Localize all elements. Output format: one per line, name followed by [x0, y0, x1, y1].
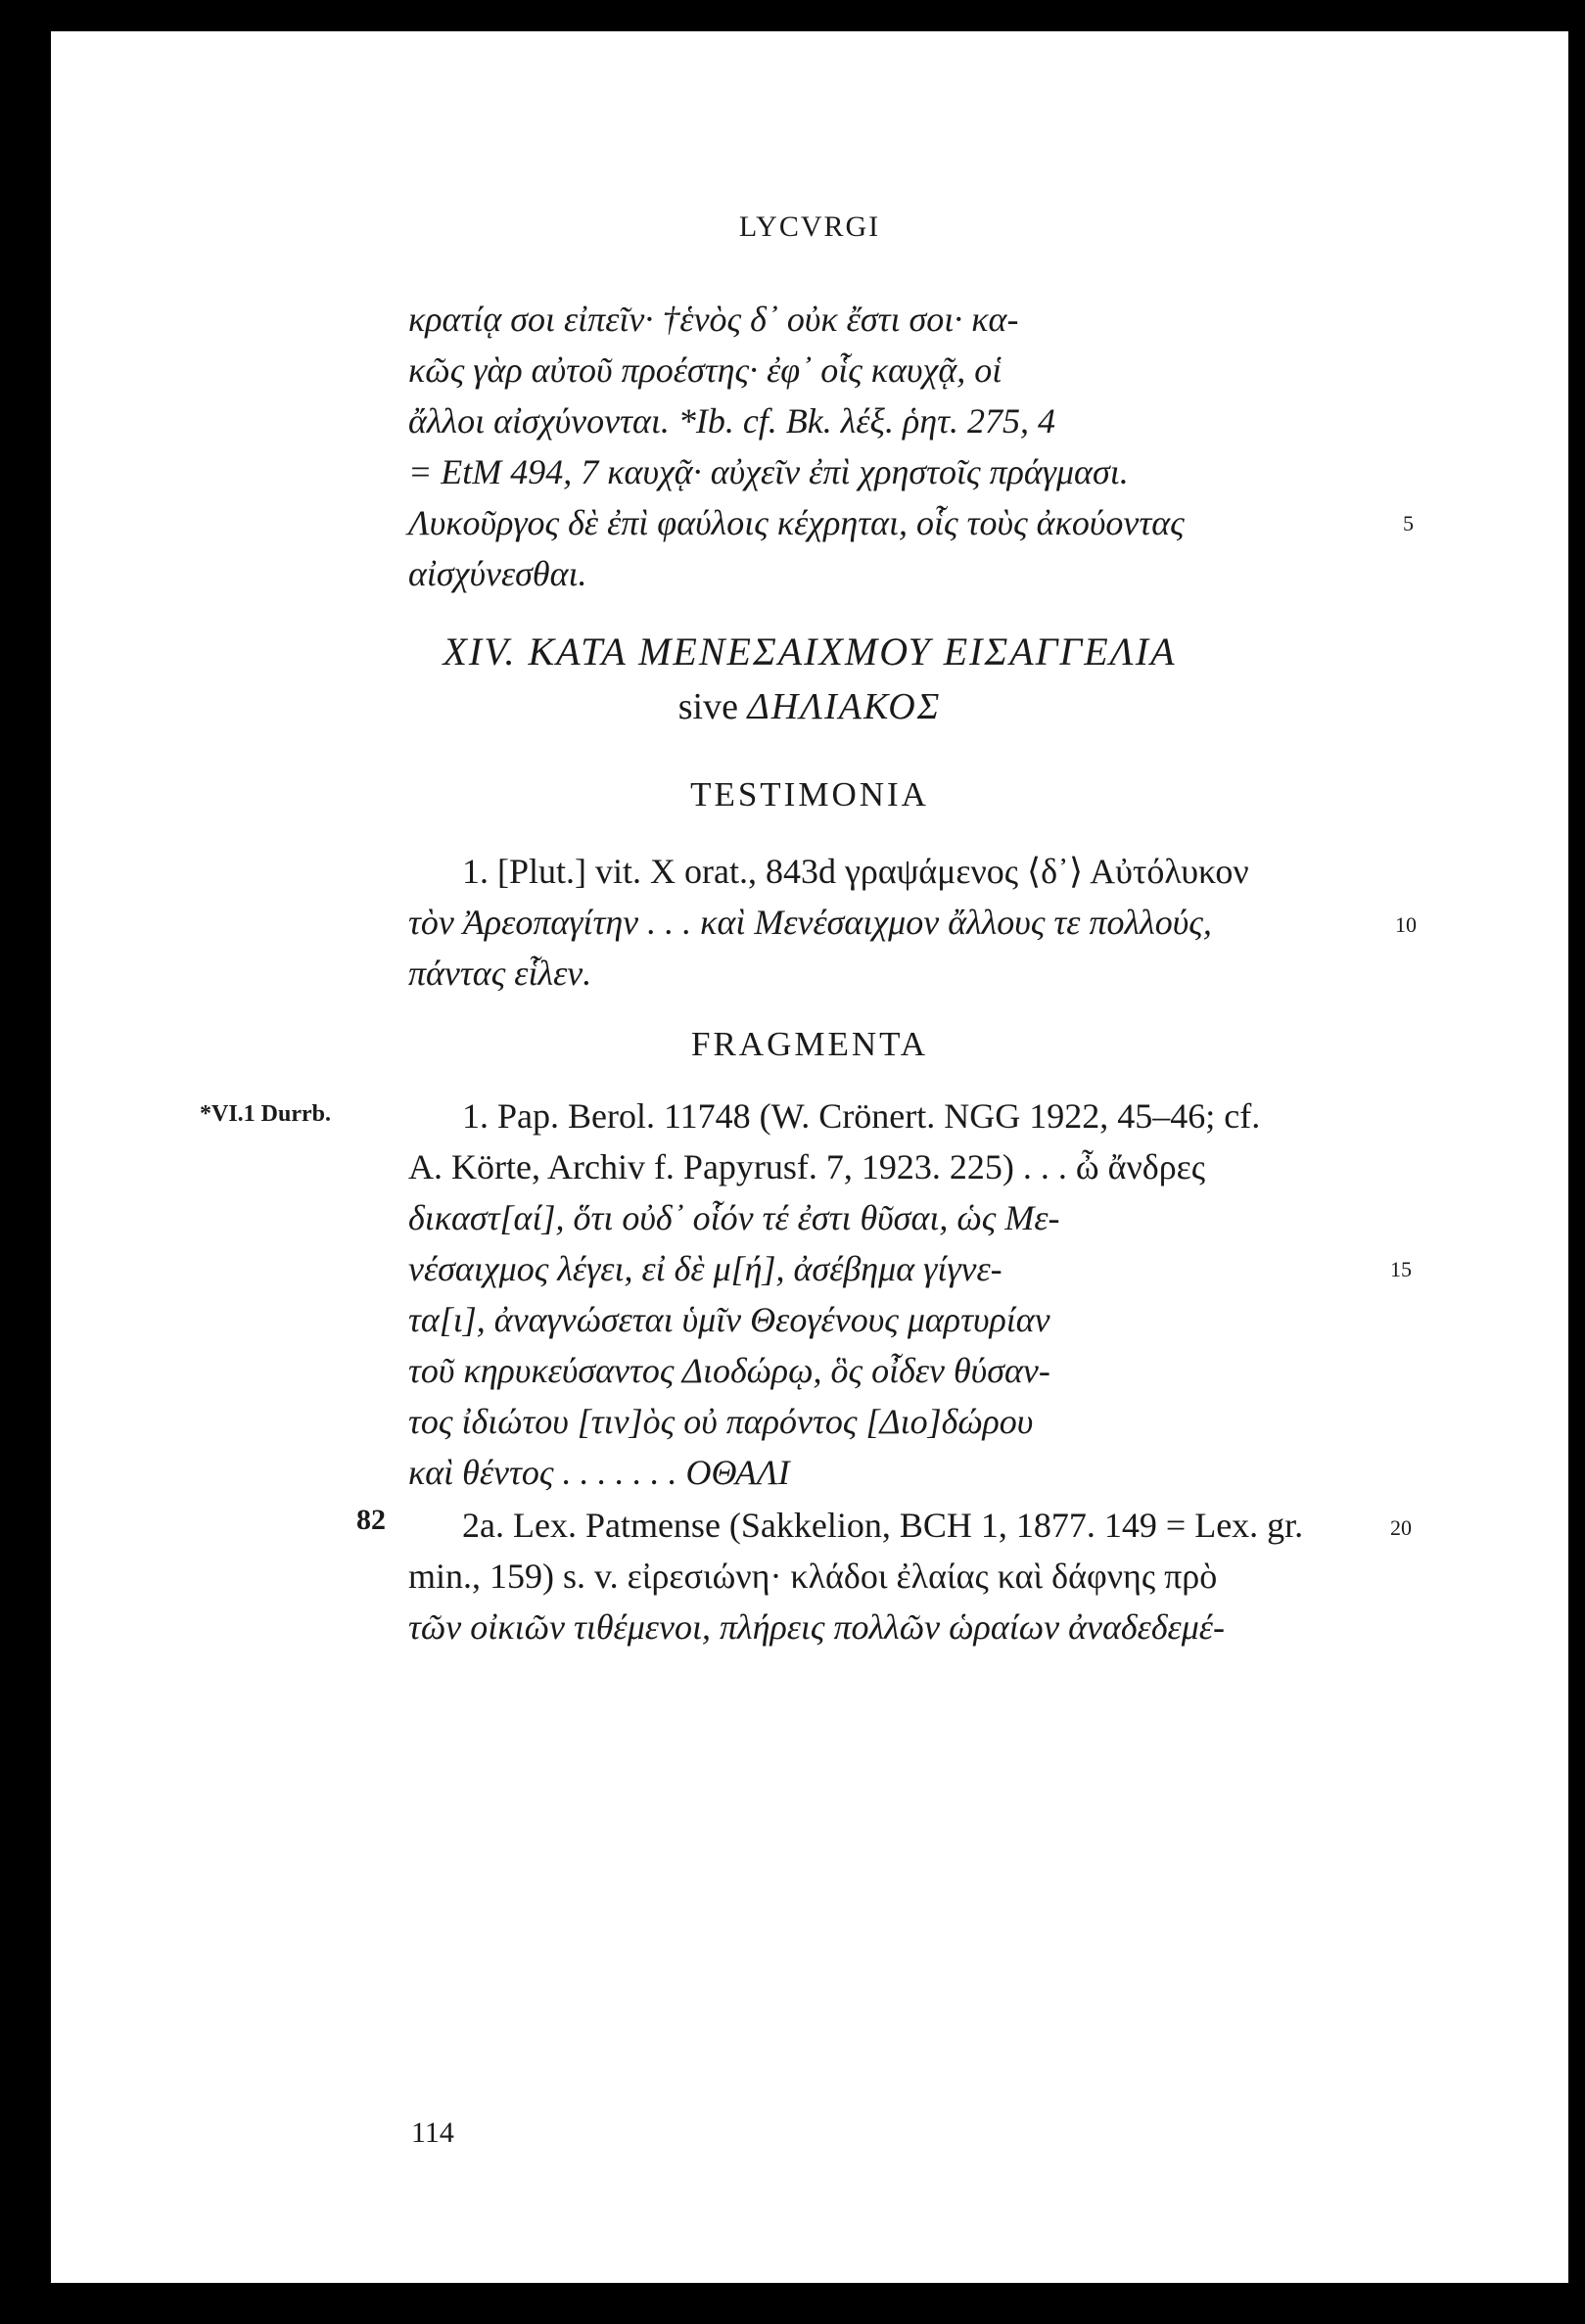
fragment-line: καὶ θέντος . . . . . . . ΟΘΑΛΙ — [408, 1453, 790, 1492]
fragment-line: δικαστ[αί], ὅτι οὐδ᾽ οἷόν τέ ἐστι θῦσαι, ὡς Με- — [408, 1198, 1060, 1237]
page-number: 114 — [411, 2116, 454, 2149]
fragmenta-heading: FRAGMENTA — [691, 1025, 928, 1063]
running-title: LYCVRGI — [738, 210, 881, 243]
fragment-line: τῶν οἰκιῶν τιθέμενοι, πλήρεις πολλῶν ὡραίων ἀναδεδεμέ- — [408, 1607, 1225, 1647]
speech-subtitle — [51, 685, 1568, 728]
passage-line: Λυκοῦργος δὲ ἐπὶ φαύλοις κέχρηται, οἷς τοὺς ἀκούοντας — [408, 503, 1185, 542]
passage-line: αἰσχύνεσθαι. — [408, 554, 587, 593]
fragment-line: τος ἰδιώτου [τιν]ὸς οὐ παρόντος [Διο]δώρου — [408, 1402, 1034, 1441]
fragment-line: 2a. Lex. Patmense (Sakkelion, BCH 1, 1877. 149 = Lex. gr. — [462, 1506, 1304, 1545]
side-reference: 82 — [356, 1504, 386, 1536]
speech-title: XIV. ΚΑΤΑ ΜΕΝΕΣΑΙΧΜΟΥ ΕΙΣΑΓΓΕΛΙΑ — [443, 629, 1177, 674]
fragment-line: τα[ι], ἀναγνώσεται ὑμῖν Θεογένους μαρτυρίαν — [408, 1300, 1050, 1339]
alt-title: ΔΗΛΙΑΚΟΣ — [747, 686, 942, 727]
sive-word: sive — [677, 686, 738, 727]
line-number: 10 — [1395, 912, 1417, 937]
testimonia-line: 1. [Plut.] vit. X orat., 843d γραψάμενος ⟨δ᾽⟩ Αὐτόλυκον — [462, 852, 1249, 891]
passage-line: κῶς γὰρ αὐτοῦ προέστης· ἐφ᾽ οἷς καυχᾷ, οἱ — [408, 350, 1002, 390]
passage-line: ἄλλοι αἰσχύνονται. *Ib. cf. Bk. λέξ. ῥητ. 275, 4 — [408, 401, 1055, 441]
passage-line: = EtM 494, 7 καυχᾷ· αὐχεῖν ἐπὶ χρηστοῖς πράγμασι. — [408, 452, 1129, 491]
side-reference: *VI.1 Durrb. — [200, 1101, 332, 1127]
passage-line: κρατίᾳ σοι εἰπεῖν· †ἑνὸς δ᾽ οὐκ ἔστι σοι· κα- — [408, 300, 1019, 339]
fragment-line: A. Körte, Archiv f. Papyrusf. 7, 1923. 225) . . . ὦ ἄνδρες — [408, 1147, 1206, 1186]
line-number: 20 — [1390, 1515, 1412, 1540]
fragment-line: min., 159) s. v. εἰρεσιώνη· κλάδοι ἐλαίας καὶ δάφνης πρὸ — [408, 1557, 1218, 1596]
line-number: 15 — [1390, 1257, 1412, 1281]
paper-sheet — [51, 31, 1568, 2283]
fragment-line: τοῦ κηρυκεύσαντος Διοδώρῳ, ὃς οἶδεν θύσαν- — [408, 1351, 1050, 1390]
testimonia-line: τὸν Ἀρεοπαγίτην . . . καὶ Μενέσαιχμον ἄλλους τε πολλούς, — [408, 903, 1212, 942]
fragment-line: 1. Pap. Berol. 11748 (W. Crönert. NGG 1922, 45–46; cf. — [462, 1096, 1261, 1136]
fragment-line: νέσαιχμος λέγει, εἰ δὲ μ[ή], ἀσέβημα γίγνε- — [408, 1249, 1002, 1288]
testimonia-heading: TESTIMONIA — [690, 775, 929, 813]
line-number: 5 — [1403, 511, 1414, 535]
testimonia-line: πάντας εἷλεν. — [408, 953, 592, 993]
